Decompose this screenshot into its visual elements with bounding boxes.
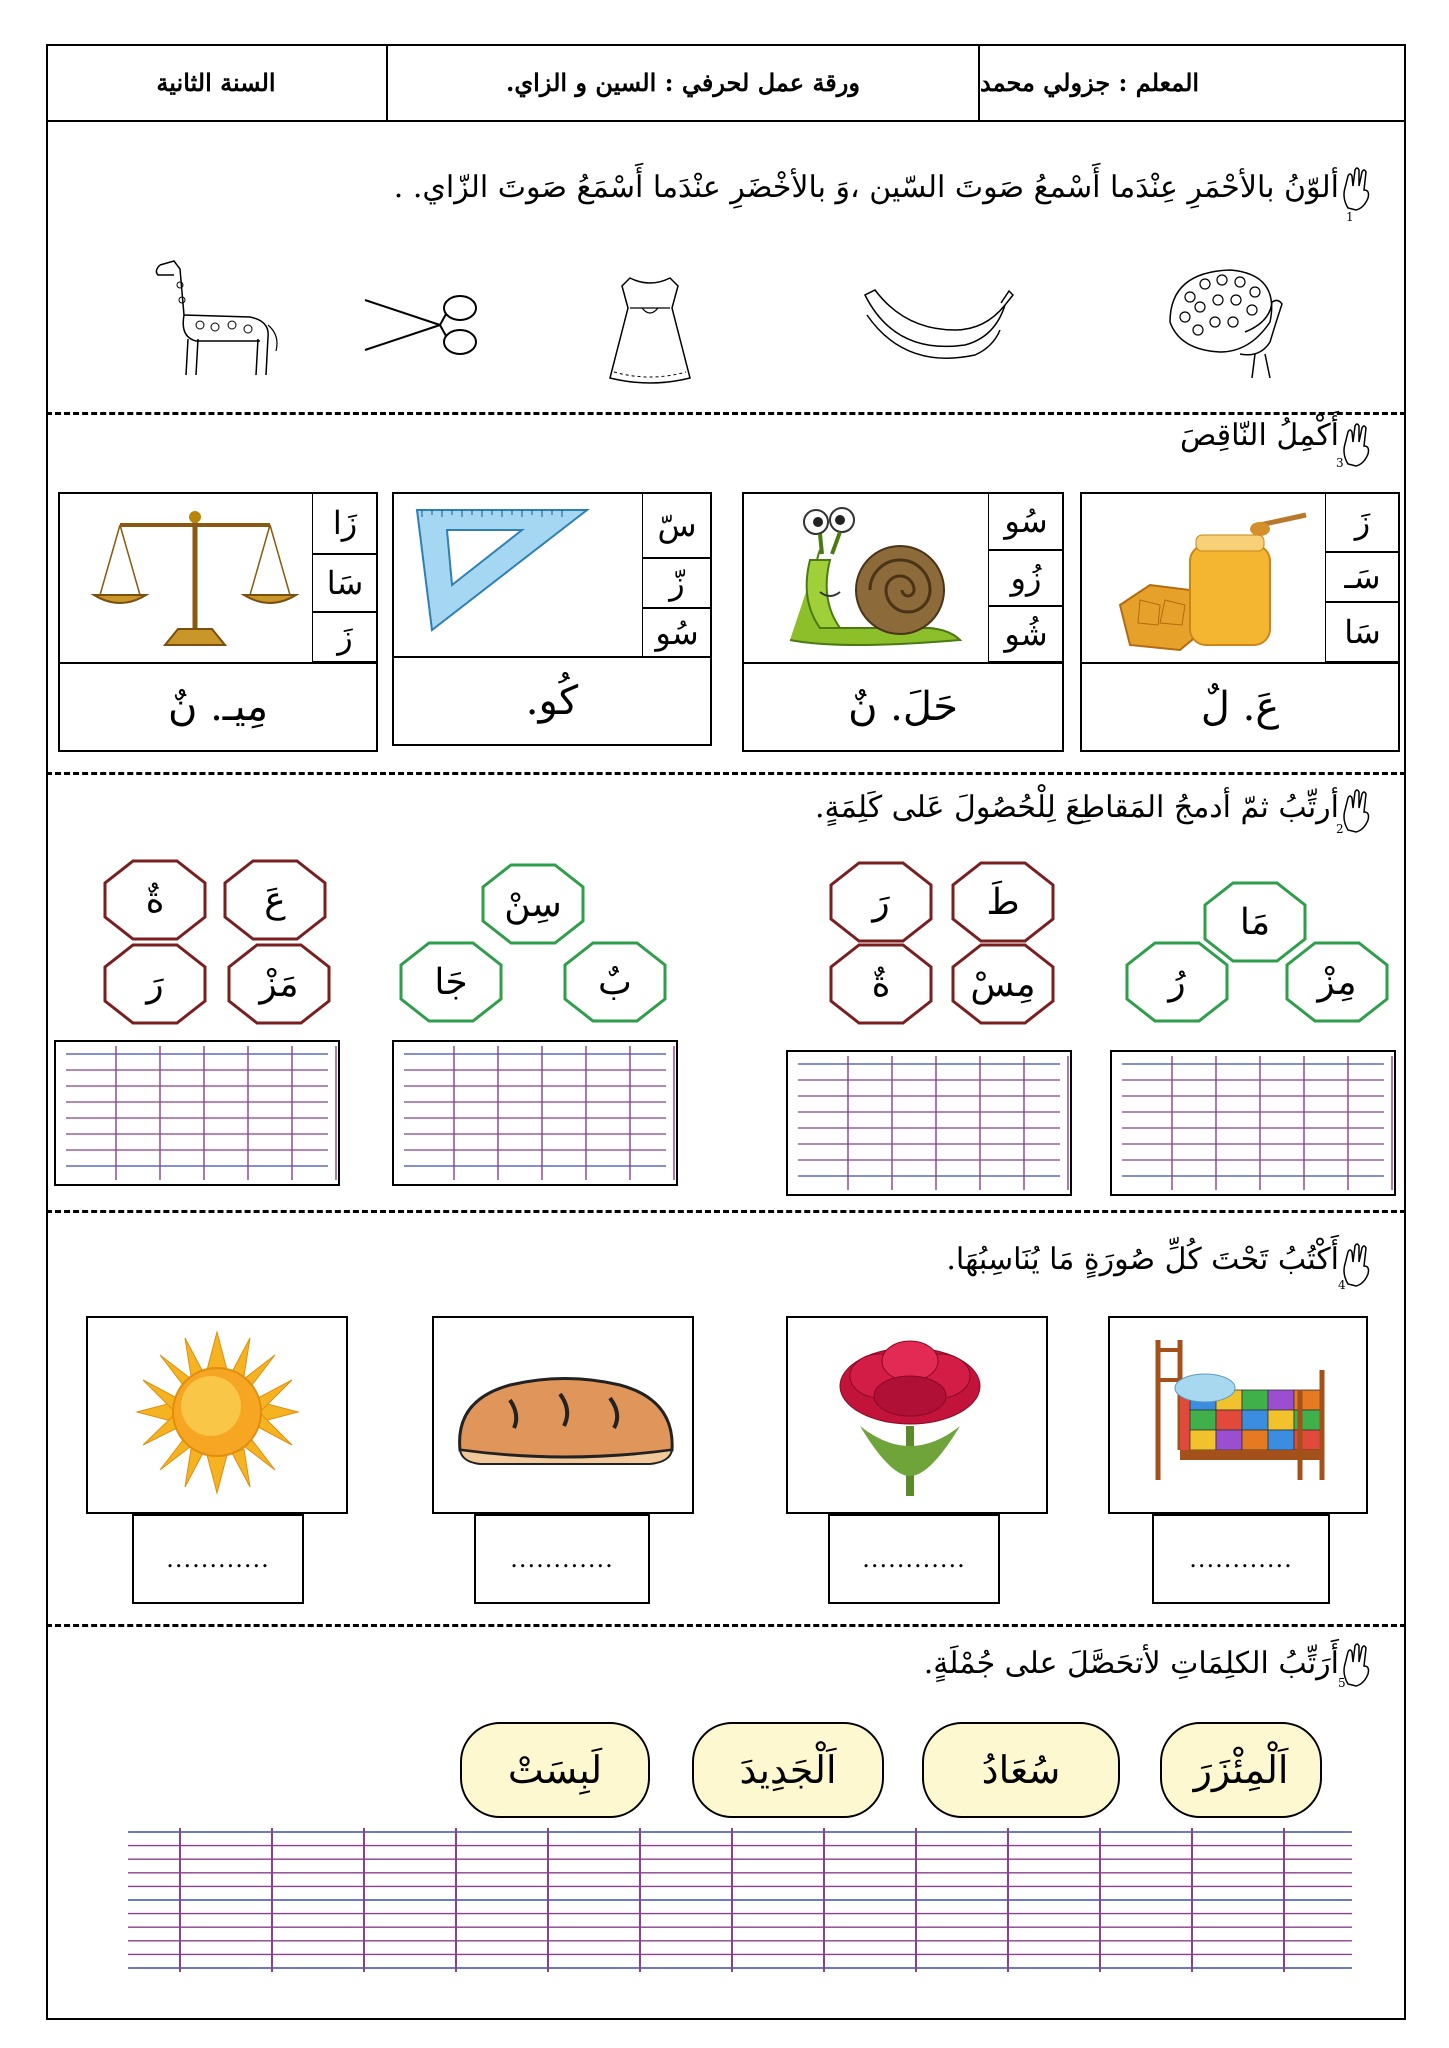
syllable-text: مِسْ [970,963,1036,1005]
teacher-name: المعلم : جزولي محمد [980,67,1200,97]
syllable-text: ةٌ [145,879,165,921]
syllable-octagon[interactable] [226,942,332,1026]
scissors-image[interactable] [360,280,490,370]
writing-lines-box[interactable] [392,1040,678,1186]
syllable-option[interactable]: زَ [1325,492,1400,552]
syllable-option[interactable]: سَا [312,554,378,612]
word-card[interactable]: اَلْمِئْزَرَ [1160,1722,1322,1818]
syllable-octagon[interactable] [950,942,1056,1026]
banana-image[interactable] [855,275,1015,375]
giraffe-image[interactable] [140,255,290,380]
syllable-octagon[interactable] [1124,940,1230,1024]
ruled-lines [394,1042,676,1184]
syllable-text: ةٌ [871,963,891,1005]
syllable-text: بٌ [598,961,632,1003]
ex1-instruction: ألوّنُ بالأحْمَرِ عِنْدَما أَسْمعُ صَوتَ السّين ،وَ بالأخْضَرِ عنْدَما أَسْمَعُ صَوتَ الزّاي. . [393,170,1339,205]
ruled-lines [788,1052,1070,1194]
bread-image [450,1370,680,1470]
syllable-octagon[interactable] [480,862,586,946]
snail-image [780,500,970,655]
incomplete-word[interactable]: حَلَ. نٌ [742,662,1064,752]
syllable-text: رَ [872,881,890,923]
syllable-option[interactable]: زُو [988,550,1064,606]
syllable-octagon[interactable] [222,858,328,942]
syllable-option[interactable]: سُو [642,608,712,658]
ruled-lines [56,1042,338,1184]
grade-label: السنة الثانية [156,67,276,97]
syllable-octagon[interactable] [1284,940,1390,1024]
writing-lines-box[interactable] [1110,1050,1396,1196]
syllable-text: رُ [1168,961,1186,1003]
syllable-option[interactable]: سّ [642,492,712,558]
writing-lines-box[interactable] [786,1050,1072,1196]
syllable-option[interactable]: زَا [312,492,378,554]
ex4-number: 4 [1338,1278,1346,1292]
word-card[interactable]: سُعَادُ [922,1722,1120,1818]
syllable-text: عَ [264,879,286,921]
incomplete-word[interactable]: مِيـ. نٌ [58,662,378,752]
section-divider [46,1210,1406,1213]
ex4-instruction: أَكْتُبُ تَحْتَ كُلِّ صُورَةٍ مَا يُنَاسِبُهَا. [946,1242,1339,1277]
syllable-text: جَا [434,961,468,1003]
ruled-lines [1112,1052,1394,1194]
word-card[interactable]: اَلْجَدِيدَ [692,1722,884,1818]
section-divider [46,1624,1406,1627]
syllable-octagon[interactable] [102,942,208,1026]
incomplete-word[interactable]: كُو. [392,656,712,746]
syllable-option[interactable]: شُو [988,606,1064,662]
ex3-number: 3 [1336,456,1344,470]
syllable-octagon[interactable] [950,860,1056,944]
word-card[interactable]: لَبِسَتْ [460,1722,650,1818]
ex5-instruction: أَرَتِّبُ الكلِمَاتِ لأتحَصَّلَ على جُمْلَةٍ. [923,1646,1339,1681]
answer-blank[interactable]: ............ [1152,1514,1330,1604]
syllable-text: مَزْ [259,963,299,1005]
syllable-text: طَ [986,881,1020,923]
ex5-number: 5 [1338,1676,1346,1690]
syllable-octagon[interactable] [102,858,208,942]
flower-image [820,1326,1000,1502]
writing-lines-box[interactable] [54,1040,340,1186]
worksheet-title: ورقة عمل لحرفي : السين و الزاي. [386,44,980,120]
answer-blank[interactable]: ............ [132,1514,304,1604]
ex2-instruction: أرتِّبُ ثمّ أدمجُ المَقاطِعَ لِلْحُصُولَ عَلى كَلِمَةٍ. [814,790,1339,825]
bed-image [1150,1330,1330,1490]
hand-number-icon [1336,164,1376,214]
answer-blank[interactable]: ............ [828,1514,1000,1604]
peacock-image[interactable] [1160,262,1300,382]
sun-image [135,1330,300,1495]
ex1-number: 1 [1346,210,1354,224]
syllable-text: سِنْ [504,883,562,925]
answer-blank[interactable]: ............ [474,1514,650,1604]
syllable-octagon[interactable] [562,940,668,1024]
syllable-octagon[interactable] [398,940,504,1024]
section-divider [46,772,1406,775]
section-divider [46,412,1406,415]
set-square-image [412,505,592,635]
syllable-octagon[interactable] [828,942,934,1026]
syllable-text: مَا [1239,901,1271,943]
ex2-number: 2 [1336,822,1344,836]
syllable-option[interactable]: سَـ [1325,552,1400,602]
syllable-option[interactable]: سَا [1325,602,1400,662]
syllable-text: رَ [146,963,164,1005]
incomplete-word[interactable]: عَ. لٌ [1080,662,1400,752]
syllable-text: مِزْ [1317,961,1357,1003]
syllable-option[interactable]: زَ [312,612,378,662]
ex3-instruction: أَكْمِلُ النّاقِصَ [1180,418,1339,453]
header-divider [46,120,1406,122]
honey-image [1110,505,1310,655]
scale-image [90,505,300,650]
dress-image[interactable] [600,268,700,390]
syllable-octagon[interactable] [828,860,934,944]
syllable-option[interactable]: زّ [642,558,712,608]
syllable-option[interactable]: سُو [988,492,1064,550]
sentence-writing-lines[interactable] [128,1828,1352,1972]
